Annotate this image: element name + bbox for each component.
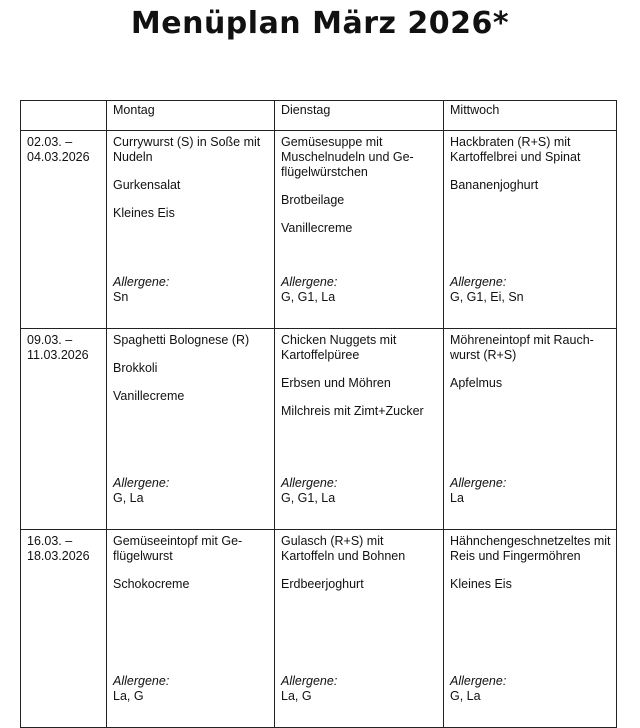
day-cell-monday (107, 530, 275, 728)
day-cell-monday (107, 131, 275, 329)
allergen-values: G, G1, Ei, Sn (450, 290, 524, 304)
day-content (281, 333, 438, 526)
day-content (450, 333, 611, 526)
dish-item: Milchreis mit Zimt+Zucker (281, 404, 424, 418)
week-dates: 02.03. – 04.03.2026 (27, 135, 90, 164)
dish-item: Erdbeerjoghurt (281, 577, 364, 591)
day-cell-wednesday (444, 530, 617, 728)
dish-item: Currywurst (S) in Soße mit Nudeln (113, 135, 261, 164)
week-row (21, 530, 617, 728)
day-content (113, 135, 269, 325)
dish-item: Kleines Eis (113, 206, 175, 220)
dish-item: Möhreneintopf mit Rauch-wurst (R+S) (450, 333, 594, 362)
allergen-values: La, G (281, 689, 312, 703)
allergen-values: La, G (113, 689, 144, 703)
allergen-values: G, La (113, 491, 144, 505)
allergen-values: G, G1, La (281, 290, 336, 304)
allergen-values: Sn (113, 290, 129, 304)
day-cell-wednesday (444, 329, 617, 530)
allergen-label: Allergene: (281, 674, 338, 688)
day-content (450, 135, 611, 325)
allergen-label: Allergene: (113, 674, 170, 688)
week-dates: 16.03. – 18.03.2026 (27, 534, 90, 563)
header-cell-empty (21, 101, 107, 131)
header-cell-monday: Montag (107, 101, 275, 131)
allergen-block (450, 674, 506, 704)
dish-item: Gulasch (R+S) mit Kartoffeln und Bohnen (281, 534, 406, 563)
allergen-label: Allergene: (281, 476, 338, 490)
allergen-block (113, 476, 169, 506)
allergen-label: Allergene: (281, 275, 338, 289)
allergen-label: Allergene: (450, 275, 507, 289)
header-row (21, 101, 617, 131)
dish-item: Brokkoli (113, 361, 158, 375)
dish-item: Brotbeilage (281, 193, 345, 207)
day-content (281, 534, 438, 724)
dish-item: Schokocreme (113, 577, 190, 591)
week-row (21, 131, 617, 329)
dish-item: Bananenjoghurt (450, 178, 539, 192)
dish-item: Hackbraten (R+S) mit Kartoffelbrei und Spinat (450, 135, 581, 164)
menu-table (20, 100, 617, 728)
dish-item: Gemüseeintopf mit Ge-flügelwurst (113, 534, 243, 563)
day-content (113, 333, 269, 526)
allergen-label: Allergene: (113, 275, 170, 289)
dish-item: Kleines Eis (450, 577, 512, 591)
week-dates: 09.03. – 11.03.2026 (27, 333, 89, 362)
week-dates-cell (21, 131, 107, 329)
allergen-block (113, 674, 169, 704)
dish-item: Gurkensalat (113, 178, 181, 192)
day-cell-tuesday (275, 131, 444, 329)
allergen-block (281, 476, 337, 506)
page-title: Menüplan März 2026* (130, 6, 510, 41)
header-cell-tuesday: Dienstag (275, 101, 444, 131)
allergen-block (281, 275, 337, 305)
dish-item: Erbsen und Möhren (281, 376, 391, 390)
dish-item: Spaghetti Bolognese (R) (113, 333, 250, 347)
day-content (281, 135, 438, 325)
day-cell-tuesday (275, 329, 444, 530)
day-content (450, 534, 611, 724)
allergen-label: Allergene: (450, 674, 507, 688)
dish-item: Chicken Nuggets mit Kartoffelpüree (281, 333, 397, 362)
allergen-block (450, 275, 524, 305)
week-row (21, 329, 617, 530)
allergen-label: Allergene: (113, 476, 170, 490)
week-dates-cell (21, 530, 107, 728)
allergen-values: G, G1, La (281, 491, 336, 505)
week-dates-cell (21, 329, 107, 530)
allergen-block (450, 476, 506, 506)
dish-item: Vanillecreme (281, 221, 353, 235)
day-content (113, 534, 269, 724)
dish-item: Hähnchengeschnetzeltes mit Reis und Fingermöhren (450, 534, 611, 563)
allergen-values: La (450, 491, 464, 505)
allergen-label: Allergene: (450, 476, 507, 490)
day-cell-wednesday (444, 131, 617, 329)
dish-item: Gemüsesuppe mit Muschelnudeln und Ge-flügelwürstchen (281, 135, 414, 179)
dish-item: Vanillecreme (113, 389, 185, 403)
header-cell-wednesday: Mittwoch (444, 101, 617, 131)
day-cell-tuesday (275, 530, 444, 728)
allergen-block (281, 674, 337, 704)
dish-item: Apfelmus (450, 376, 503, 390)
day-cell-monday (107, 329, 275, 530)
allergen-values: G, La (450, 689, 481, 703)
allergen-block (113, 275, 169, 305)
